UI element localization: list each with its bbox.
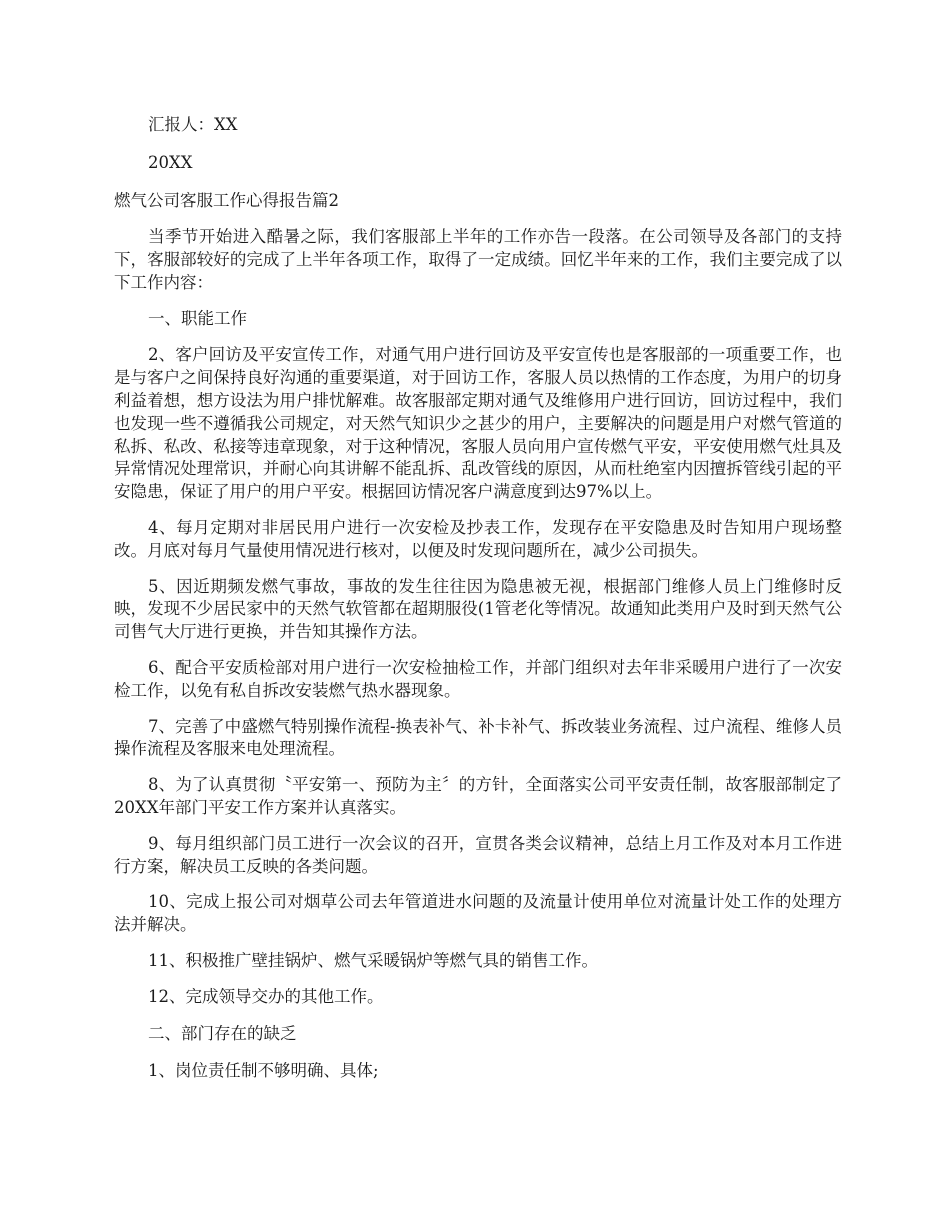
section-title: 燃气公司客服工作心得报告篇2 (114, 191, 339, 210)
heading-duties: 一、职能工作 (148, 309, 247, 329)
document-page (114, 113, 842, 1083)
item-paragraph: 6、配合平安质检部对用户进行一次安检抽检工作，并部门组织对去年非采暖用户进行了一次安检工作，以免有私自拆改安装燃气热水器现象。 (114, 657, 842, 700)
item-paragraph: 4、每月定期对非居民用户进行一次安检及抄表工作，发现存在平安隐患及时告知用户现场整改。月底对每月气量使用情况进行核对，以便及时发现问题所在，减少公司损失。 (114, 517, 842, 560)
deficiency-item: 1、岗位责任制不够明确、具体; (148, 1060, 379, 1080)
intro-paragraph: 当季节开始进入酷暑之际，我们客服部上半年的工作亦告一段落。在公司领导及各部门的支持下，客服部较好的完成了上半年各项工作，取得了一定成绩。回忆半年来的工作，我们主要完成了以下工作内容： (114, 227, 842, 292)
item-paragraph: 2、客户回访及平安宣传工作，对通气用户进行回访及平安宣传也是客服部的一项重要工作，也是与客户之间保持良好沟通的重要渠道，对于回访工作，客服人员以热情的工作态度，为用户的切身利益着想，想方设法为用户排忧解难。故客服部定期对通气及维修用户进行回访，回访过程中，我们也发现一些不遵循我公司规定，对天然气知识少之甚少的用户，主要解决的问题是用户对燃气管道的私拆、私改、私接等违章现象，对于这种情况，客服人员向用户宣传燃气平安，平安使用燃气灶具及异常情况处理常识，并耐心向其讲解不能乱拆、乱改管线的原因，从而杜绝室内因擅拆管线引起的平安隐患，保证了用户的用户平安。根据回访情况客户满意度到达97%以上。 (114, 345, 842, 502)
item-paragraph: 12、完成领导交办的其他工作。 (148, 986, 384, 1006)
item-paragraph: 5、因近期频发燃气事故，事故的发生往往因为隐患被无视，根据部门维修人员上门维修时反映，发现不少居民家中的天然气软管都在超期服役(1管老化等情况。故通知此类用户及时到天然气公司售气大厅进行更换，并告知其操作方法。 (114, 576, 842, 642)
heading-deficiencies: 二、部门存在的缺乏 (148, 1023, 297, 1043)
item-paragraph: 10、完成上报公司对烟草公司去年管道进水问题的及流量计使用单位对流量计处工作的处理方法并解决。 (114, 892, 842, 935)
item-paragraph: 11、积极推广壁挂锅炉、燃气采暖锅炉等燃气具的销售工作。 (148, 950, 598, 970)
item-paragraph: 9、每月组织部门员工进行一次会议的召开，宣贯各类会议精神，总结上月工作及对本月工作进行方案，解决员工反映的各类问题。 (114, 833, 842, 876)
reporter-line: 汇报人：XX (148, 115, 238, 134)
item-paragraph: 8、为了认真贯彻〝平安第一、预防为主〞的方针，全面落实公司平安责任制，故客服部制定了20XX年部门平安工作方案并认真落实。 (114, 775, 842, 817)
year-line: 20XX (148, 153, 193, 172)
item-paragraph: 7、完善了中盛燃气特别操作流程-换表补气、补卡补气、拆改装业务流程、过户流程、维修人员操作流程及客服来电处理流程。 (114, 716, 842, 759)
